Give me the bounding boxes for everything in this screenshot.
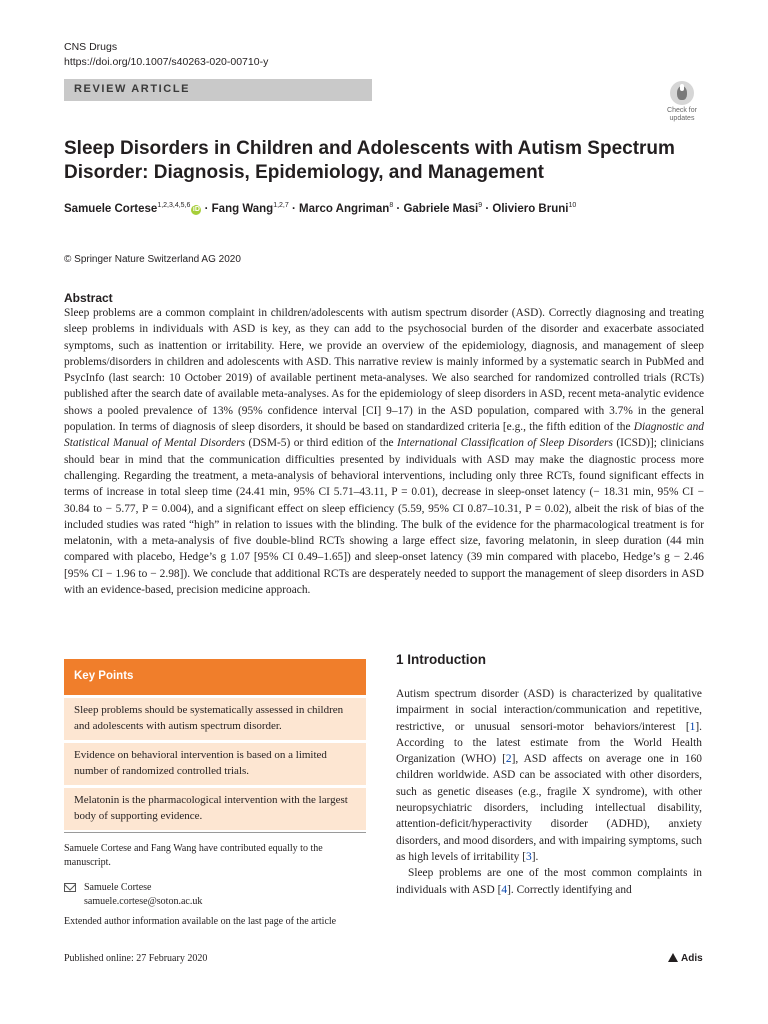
author-name: Gabriele Masi — [403, 202, 479, 215]
author-name: Oliviero Bruni — [492, 202, 569, 215]
footnote-divider — [64, 832, 366, 833]
citation-link[interactable]: 3 — [526, 850, 532, 863]
author-name: Samuele Cortese — [64, 202, 158, 215]
corresponding-author-name: Samuele Cortese — [84, 882, 152, 893]
abstract-text — [64, 305, 704, 598]
copyright-notice: © Springer Nature Switzerland AG 2020 — [64, 254, 241, 265]
citation-link[interactable]: 2 — [505, 753, 512, 766]
key-points-header — [64, 659, 366, 695]
publisher-logo — [668, 953, 703, 964]
article-type-banner — [64, 79, 372, 101]
author-name: Fang Wang — [211, 202, 274, 215]
introduction-text — [396, 686, 702, 898]
intro-paragraph: Autism spectrum disorder (ASD) is characterized by qualitative impairment in social interaction/communication and repetitive, restrictive, or unusual sensori-motor behaviors/interest [1]. According to the latest estimate from the World Health Organization (WHO) [2], ASD affects on average one in 160 children worldwide. ASD can be associated with other disorders, such as genetic diseases (e.g., fragile X syndrome), with other neuropsychiatric disorders, including intellectual disability, attention-deficit/hyperactivity disorder (ADHD), anxiety disorders, and mood disorders, and with impairing symptoms, such as high levels of irritability [3]. — [396, 688, 702, 863]
section-heading-introduction: 1 Introduction — [396, 652, 486, 667]
author-affiliation: 9 — [478, 202, 483, 209]
author-affiliation: 1,2,7 — [273, 202, 289, 209]
author-affiliation: 8 — [389, 202, 394, 209]
envelope-icon — [64, 883, 76, 892]
author-affiliation: 1,2,3,4,5,6 — [157, 202, 191, 209]
author-name: Marco Angriman — [299, 202, 390, 215]
extended-author-info: Extended author information available on the last page of the article — [64, 916, 337, 927]
doi-link[interactable]: https://doi.org/10.1007/s40263-020-00710-y — [64, 56, 269, 68]
citation-link[interactable]: 1 — [689, 720, 696, 733]
adis-triangle-icon — [668, 953, 678, 962]
dsm-title: Diagnostic and Statistical Manual of Mental Disorders — [64, 421, 704, 450]
check-for-updates-badge[interactable] — [660, 81, 704, 125]
publisher-name: Adis — [681, 953, 703, 964]
abstract-heading: Abstract — [64, 291, 113, 305]
abstract-part-2: (DSM-5) or third edition of the — [245, 437, 398, 450]
icsd-title: International Classification of Sleep Disorders — [397, 437, 613, 450]
equal-contribution-note: Samuele Cortese and Fang Wang have contributed equally to the manuscript. — [64, 843, 323, 868]
crossmark-line2: updates — [669, 115, 695, 122]
abstract-part-1: Sleep problems are a common complaint in children/adolescents with autism spectrum disorder (ASD). Correctly diagnosing and treating sleep problems in individuals with ASD is key, as they can add to the psychosocial burden of the disorder and exacerbate associated symptoms, such as inattention or irritability. Here, we provide an overview of the epidemiology, diagnosis, and management of sleep problems/disorders in children and adolescents with ASD. This narrative review is mainly informed by a systematic search in PubMed and PsycInfo (last search: 10 October 2019) of available pertinent meta-analyses. We also searched for randomized controlled trials (RCTs) published after the search date of available meta-analyses. As for the epidemiology of sleep disorders in ASD, recent meta-analytic evidence shows a pooled prevalence of 13% (95% confidence interval [CI] 9–17) in the ASD population, compared with 3.7% in the general population. In terms of diagnosis of sleep disorders, it should be based on standardized criteria [e.g., the fifth edition of the — [64, 307, 704, 434]
article-title: Sleep Disorders in Children and Adolescents with Autism Spectrum Disorder: Diagnosis, Epidemiology, and Management — [64, 138, 675, 183]
article-type-label: REVIEW ARTICLE — [74, 83, 191, 95]
key-points-box — [64, 659, 366, 830]
abstract-part-3: (ICSD)]; clinicians should bear in mind that the communication difficulties presented by individuals with ASD may make the diagnostic process more challenging. Regarding the treatment, a meta-analysis of behavioral interventions, including only three RCTs, found significant effects in terms of increase in total sleep time (24.41 min, 95% CI 5.71–43.11, P = 0.01), decrease in sleep-onset latency (− 18.31 min, 95% CI − 30.84 to − 5.77, P = 0.004), and a significant effect on sleep efficiency (5.59, 95% CI 0.87–10.31, P = 0.02), albeit the risk of bias of the included studies was rated “high” in relation to issues with the blinding. The bulk of the evidence for the pharmacological treatment is for melatonin, with a meta-analysis of five double-blind RCTs showing a large effect size, favoring melatonin, in sleep duration (44 min compared with placebo, Hedge’s g 1.07 [95% CI 0.49–1.65]) and sleep-onset latency (39 min compared with placebo, Hedge’s g − 2.46 [95% CI − 1.96 to − 2.98]). We conclude that additional RCTs are desperately needed to support the management of sleep disorders in ASD with an evidence-based, precision medicine approach. — [64, 437, 704, 597]
key-point-item: Evidence on behavioral intervention is based on a limited number of randomized controlled trials. — [64, 743, 366, 785]
author-list: Samuele Cortese$^{1,2,3,4,5,6}$iD · Fang Wang$^{1,2,7}$ · Marco Angriman$^8$ · Gabriele Masi$^9$ · Oliviero Bruni$^{10}$ — [64, 202, 577, 215]
citation-link[interactable]: 4 — [501, 883, 508, 896]
crossmark-icon — [670, 81, 694, 105]
key-point-item: Melatonin is the pharmacological intervention with the largest body of supporting evidence. — [64, 788, 366, 830]
key-points-heading: Key Points — [74, 670, 134, 682]
key-point-item: Sleep problems should be systematically assessed in children and adolescents with autism spectrum disorder. — [64, 698, 366, 740]
journal-header — [64, 40, 268, 70]
journal-name: CNS Drugs — [64, 41, 118, 53]
crossmark-line1: Check for — [667, 107, 697, 114]
corresponding-author-email[interactable]: samuele.cortese@soton.ac.uk — [84, 896, 203, 907]
author-affiliation: 10 — [568, 202, 577, 209]
orcid-icon[interactable]: iD — [192, 205, 200, 213]
intro-paragraph: Sleep problems are one of the most common complaints in individuals with ASD [4]. Correctly identifying and — [396, 867, 702, 896]
published-date: Published online: 27 February 2020 — [64, 953, 208, 964]
